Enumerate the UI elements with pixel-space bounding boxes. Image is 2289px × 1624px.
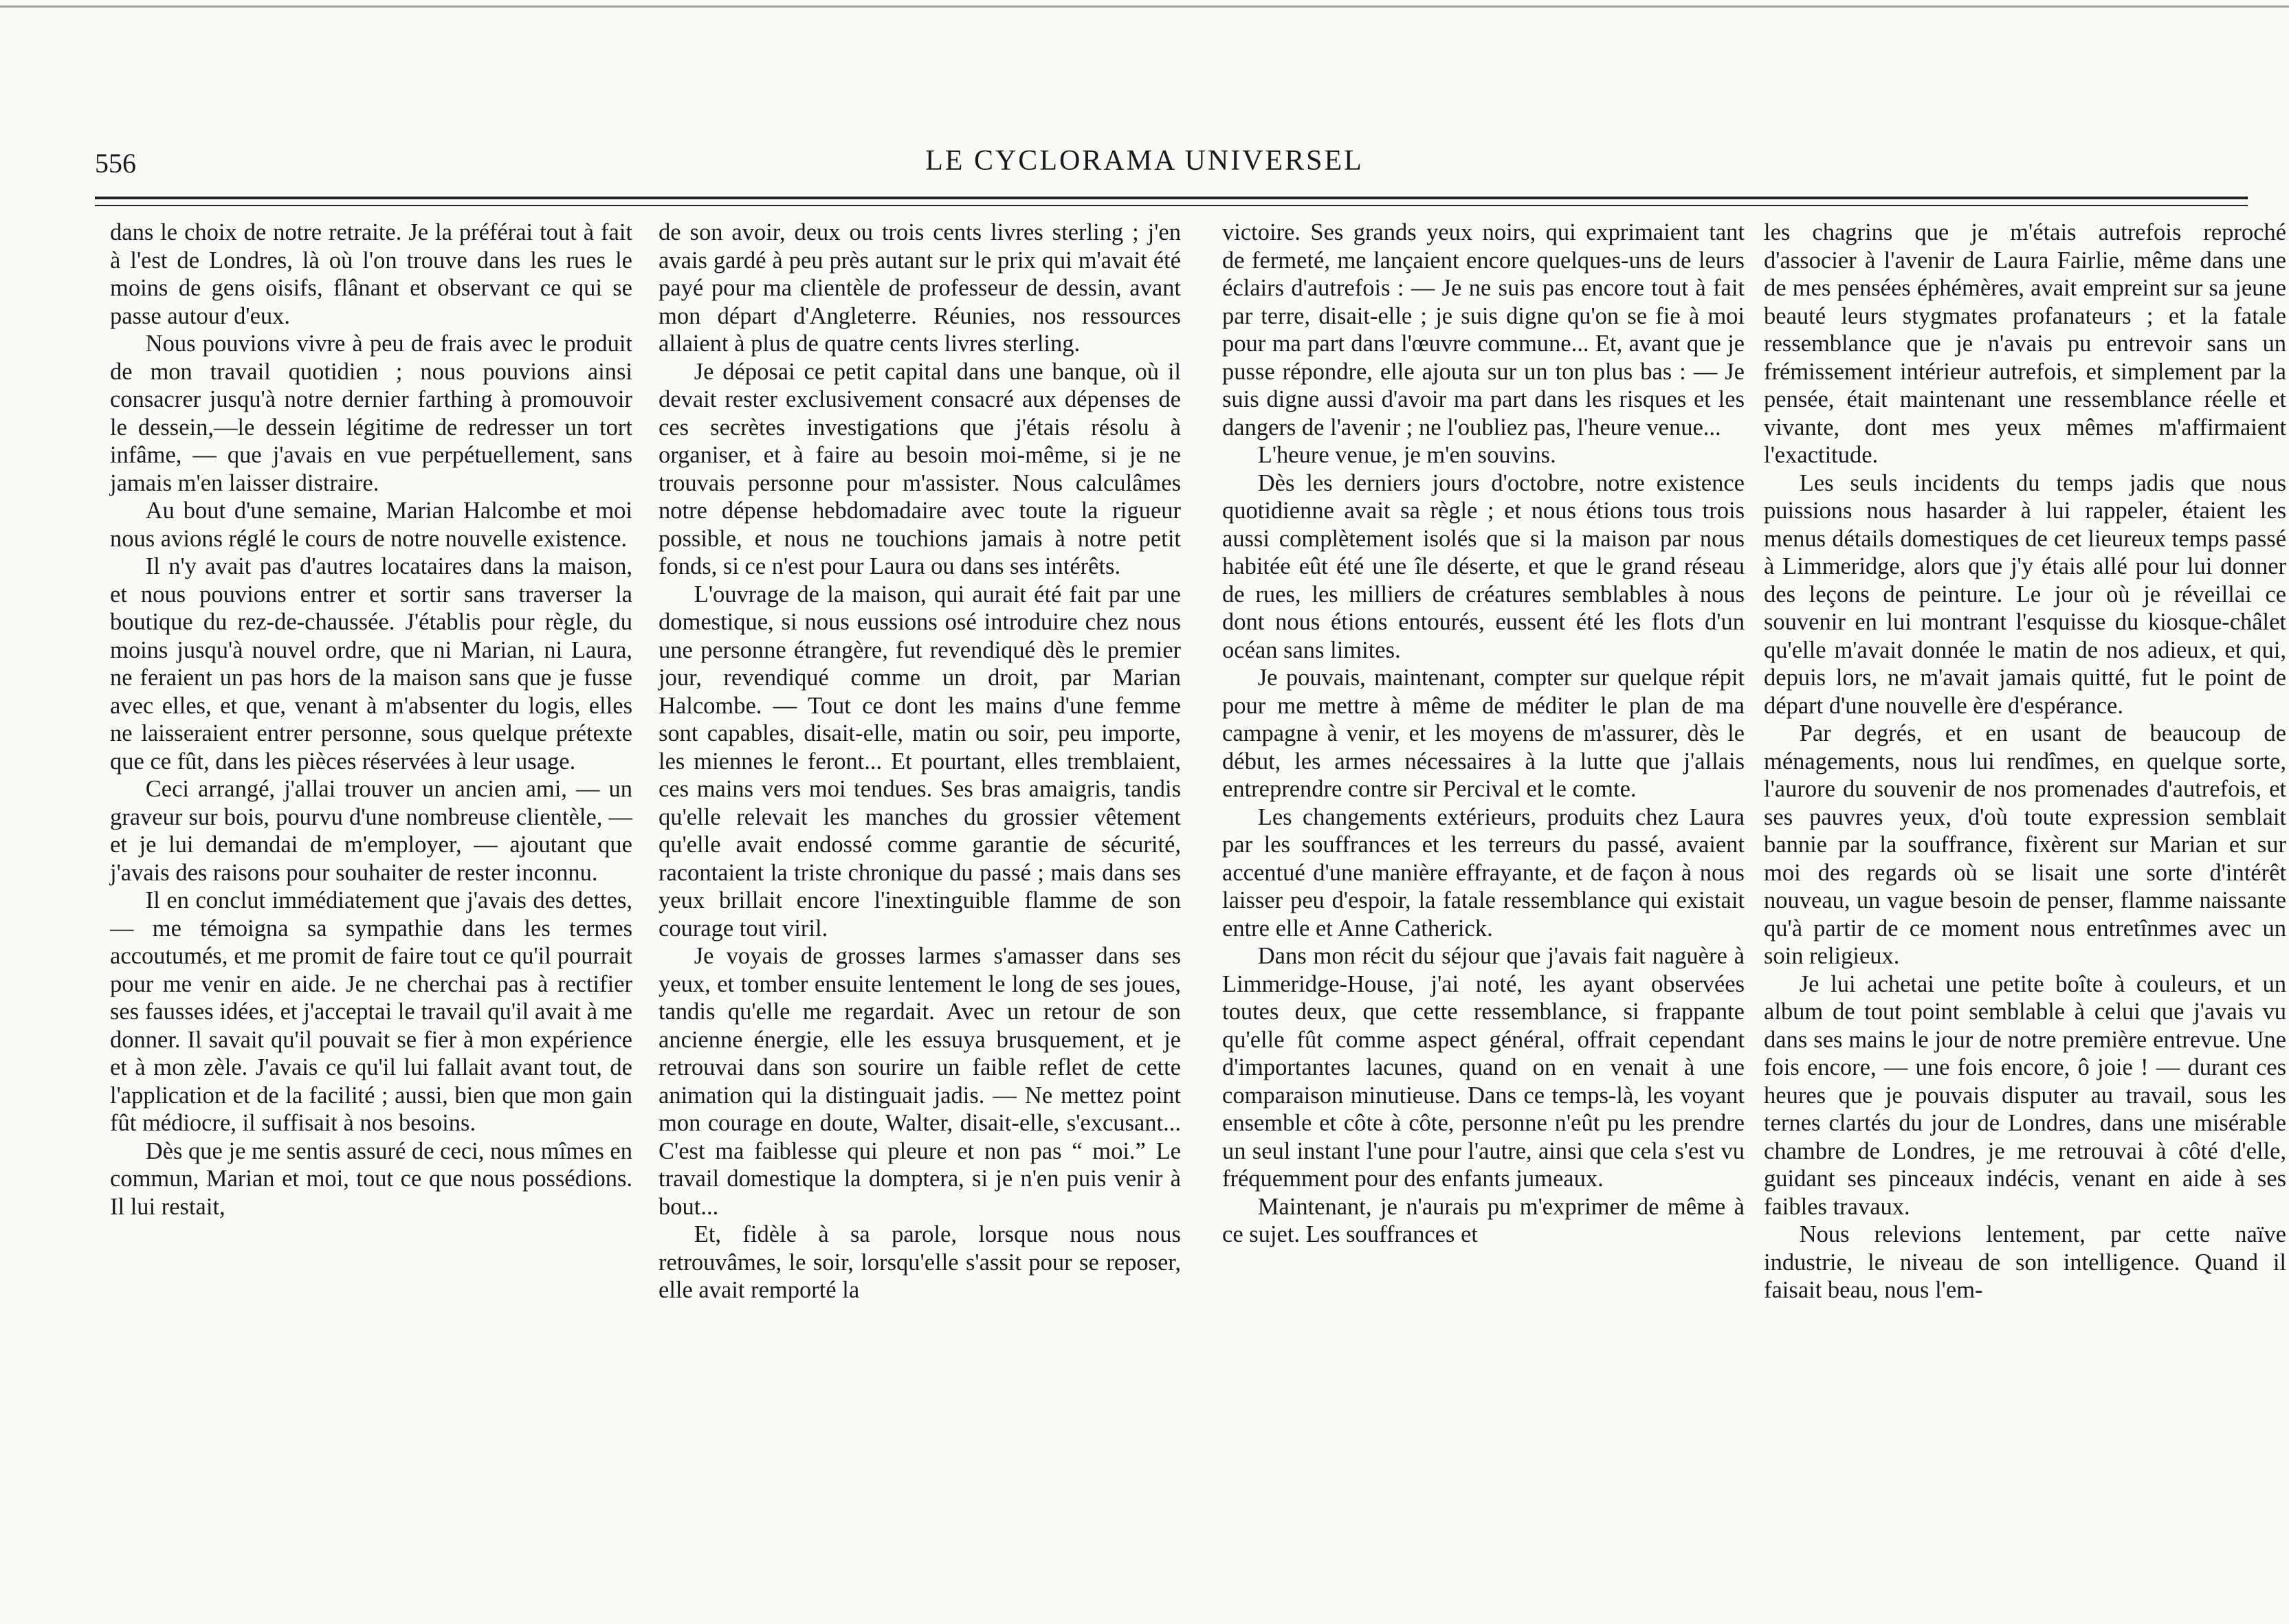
paragraph: Il en conclut immédiatement que j'avais des dettes, — me témoigna sa sympathie dans les termes accoutumés, et me promit de faire tout ce qu'il pourrait pour me venir en aide. Je ne cherchai pas à rectifier ses fausses idées, et j'acceptai le travail qu'il avait à me donner. Il savait qu'il pouvait se fier à mon expérience et à mon zèle. J'avais ce qu'il lui fallait avant tout, de l'application et de la facilité ; aussi, bien que mon gain fût médiocre, il suffisait à nos besoins. [110, 887, 632, 1136]
header-rule-thin [95, 205, 2248, 206]
paragraph: Dans mon récit du séjour que j'avais fait naguère à Limmeridge-House, j'ai noté, les ayant observées toutes deux, que cette ressemblance, si frappante qu'elle fût comme aspect général, offrait cependant d'importantes lacunes, quand on en venait à une comparaison minutieuse. Dans ce temps-là, les voyant ensemble et côte à côte, personne n'eût pu les prendre un seul instant l'une pour l'autre, ainsi que cela s'est vu fréquemment pour des enfants jumeaux. [1222, 943, 1745, 1192]
paragraph: Ceci arrangé, j'allai trouver un ancien ami, — un graveur sur bois, pourvu d'une nombreuse clientèle, — et je lui demandai de m'employer, — ajoutant que j'avais des raisons pour souhaiter de rester inconnu. [110, 776, 632, 886]
header-rule-thick [95, 197, 2248, 199]
paragraph: Dès les derniers jours d'octobre, notre existence quotidienne avait sa règle ; et nous étions tous trois aussi complètement isolés que si la maison par nous habitée eût été une île déserte, et que le grand réseau de rues, les milliers de créatures semblables à nous dont nous étions entourés, eussent été les flots d'un océan sans limites. [1222, 469, 1745, 663]
paragraph: dans le choix de notre retraite. Je la préférai tout à fait à l'est de Londres, là où l'on trouve dans les rues le moins de gens oisifs, flânant et observant ce qui se passe autour d'eux. [110, 219, 632, 329]
paragraph: Nous relevions lentement, par cette naïve industrie, le niveau de son intelligence. Quand il faisait beau, nous l'em- [1764, 1221, 2286, 1303]
page-number: 556 [95, 148, 136, 179]
paragraph: Nous pouvions vivre à peu de frais avec le produit de mon travail quotidien ; nous pouvions ainsi consacrer jusqu'à notre dernier farthing à promouvoir le dessein,—le dessein légitime de redresser un tort infâme, — que j'avais en vue perpétuellement, sans jamais m'en laisser distraire. [110, 331, 632, 496]
column-3 [1222, 219, 1745, 1249]
paragraph: L'heure venue, je m'en souvins. [1257, 442, 1556, 468]
paragraph: les chagrins que je m'étais autrefois reproché d'associer à l'avenir de Laura Fairlie, même dans une de mes pensées éphémères, avait empreint sur sa jeune beauté leurs stygmates profanateurs ; et la fatale ressemblance que je n'avais pu entrevoir sans un frémissement intérieur autrefois, et simplement par la pensée, était maintenant une ressemblance réelle et vivante, dont mes yeux mêmes m'affirmaient l'exactitude. [1764, 219, 2286, 468]
paragraph: de son avoir, deux ou trois cents livres sterling ; j'en avais gardé à peu près autant sur le prix qui m'avait été payé pour ma clientèle de professeur de dessin, avant mon départ d'Angleterre. Réunies, nos ressources allaient à plus de quatre cents livres sterling. [659, 219, 1181, 357]
paragraph: victoire. Ses grands yeux noirs, qui exprimaient tant de fermeté, me lançaient encore quelques-uns de leurs éclairs d'autrefois : — Je ne suis pas encore tout à fait par terre, disait-elle ; je suis digne qu'on se fie à moi pour ma part dans l'œuvre commune... Et, avant que je pusse répondre, elle ajouta sur un ton plus bas : — Je suis digne aussi d'avoir ma part dans les risques et les dangers de l'avenir ; ne l'oubliez pas, l'heure venue... [1222, 219, 1745, 441]
text-columns [95, 219, 2286, 1524]
column-4 [1764, 219, 2286, 1304]
column-1 [110, 219, 632, 1221]
paragraph: Au bout d'une semaine, Marian Halcombe et moi nous avions réglé le cours de notre nouvelle existence. [110, 498, 632, 552]
column-2 [659, 219, 1181, 1304]
paragraph: Les changements extérieurs, produits chez Laura par les souffrances et les terreurs du passé, avaient accentué d'une manière effrayante, et de façon à nous laisser peu d'espoir, la fatale ressemblance qui existait entre elle et Anne Catherick. [1222, 803, 1745, 942]
paragraph: Il n'y avait pas d'autres locataires dans la maison, et nous pouvions entrer et sortir sans traverser la boutique du rez-de-chaussée. J'établis pour règle, du moins jusqu'à nouvel ordre, que ni Marian, ni Laura, ne feraient un pas hors de la maison sans que je fusse avec elles, et que, venant à m'absenter du logis, elles ne laisseraient entrer personne, sous quelque prétexte que ce fût, dans les pièces réservées à leur usage. [110, 553, 632, 775]
page-header [0, 137, 2289, 192]
paragraph: Par degrés, et en usant de beaucoup de ménagements, nous lui rendîmes, en quelque sorte, l'aurore du souvenir de nos promenades d'autrefois, et ses pauvres yeux, d'où toute expression semblait bannie par la souffrance, fixèrent sur Marian et sur moi des regards où se lisait une sorte d'intérêt nouveau, un vague besoin de penser, flamme naissante qu'à partir de ce moment nous entretînmes avec un soin religieux. [1764, 720, 2286, 969]
paragraph: Maintenant, je n'aurais pu m'exprimer de même à ce sujet. Les souffrances et [1222, 1193, 1745, 1247]
paragraph: Et, fidèle à sa parole, lorsque nous nous retrouvâmes, le soir, lorsqu'elle s'assit pour se reposer, elle avait remporté la [659, 1221, 1181, 1303]
paragraph: L'ouvrage de la maison, qui aurait été fait par une domestique, si nous eussions osé introduire chez nous une personne étrangère, fut revendiqué dès le premier jour, revendiqué comme un droit, par Marian Halcombe. — Tout ce dont les mains d'une femme sont capables, disait-elle, matin ou soir, peu importe, les miennes le feront... Et pourtant, elles tremblaient, ces mains vers moi tendues. Ses bras amaigris, tandis qu'elle relevait les manches du grossier vêtement qu'elle avait endossé comme garantie de sécurité, racontaient la triste chronique du passé ; mais dans ses yeux brillait encore l'inextinguible flamme de son courage tout viril. [659, 581, 1181, 942]
paragraph: Je pouvais, maintenant, compter sur quelque répit pour me mettre à même de méditer le plan de ma campagne à venir, et les moyens de m'assurer, dès le début, les armes nécessaires à la lutte que j'allais entreprendre contre sir Percival et le comte. [1222, 665, 1745, 802]
paragraph: Je lui achetai une petite boîte à couleurs, et un album de tout point semblable à celui que j'avais vu dans ses mains le jour de notre première entrevue. Une fois encore, — une fois encore, ô joie ! — durant ces heures que je pouvais disputer au travail, sous les ternes clartés du jour de Londres, dans une misérable chambre de Londres, je me retrouvai à côté d'elle, guidant ses pinceaux indécis, venant en aide à ses faibles travaux. [1764, 970, 2286, 1220]
top-edge-rule [0, 5, 2289, 8]
paragraph: Dès que je me sentis assuré de ceci, nous mîmes en commun, Marian et moi, tout ce que nous possédions. Il lui restait, [110, 1137, 632, 1220]
paragraph: Je déposai ce petit capital dans une banque, où il devait rester exclusivement consacré aux dépenses de ces secrètes investigations que j'étais résolu à organiser, et à faire au besoin moi-même, si je ne trouvais personne pour m'assister. Nous calculâmes notre dépense hebdomadaire avec toute la rigueur possible, et nous ne touchions jamais à notre petit fonds, si ce n'est pour Laura ou dans ses intérêts. [659, 358, 1181, 579]
paragraph: Les seuls incidents du temps jadis que nous puissions nous hasarder à lui rappeler, étaient les menus détails domestiques de cet lieureux temps passé à Limmeridge, alors que j'y étais allé pour lui donner des leçons de peinture. Le jour où je réveillai ce souvenir en lui montrant l'esquisse du kiosque-châlet qu'elle m'avait donnée le matin de nos adieux, et qui, depuis lors, ne m'avait jamais quitté, fut le point de départ d'une nouvelle ère d'espérance. [1764, 469, 2286, 719]
running-title: LE CYCLORAMA UNIVERSEL [925, 145, 1364, 177]
paragraph: Je voyais de grosses larmes s'amasser dans ses yeux, et tomber ensuite lentement le long de ses joues, tandis qu'elle me regardait. Avec un retour de son ancienne énergie, elle les essuya brusquement, et je retrouvai dans son sourire un faible reflet de cette animation qui la distinguait jadis. — Ne mettez point mon courage en doute, Walter, disait-elle, s'excusant... C'est ma faiblesse qui pleure et non pas “ moi.” Le travail domestique la domptera, si je n'en puis venir à bout... [659, 943, 1181, 1220]
